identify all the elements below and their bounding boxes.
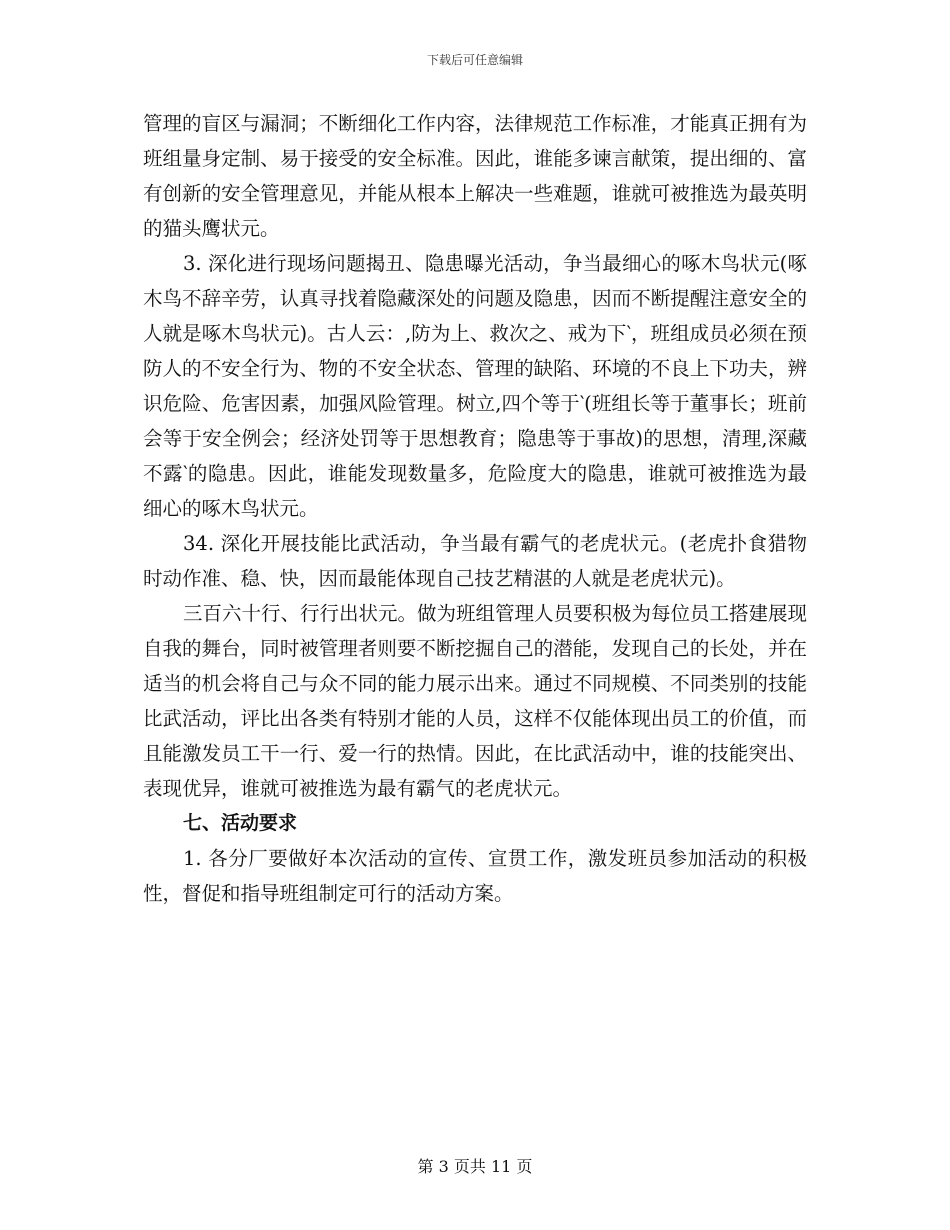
paragraph-requirement-1: 1. 各分厂要做好本次活动的宣传、宣贯工作，激发班员参加活动的积极性，督促和指导班组制定可行的活动方案。 <box>143 847 807 905</box>
page-header: 下载后可任意编辑 <box>426 53 523 67</box>
paragraph-woodpecker: 3. 深化进行现场问题揭丑、隐患曝光活动，争当最细心的啄木鸟状元(啄木鸟不辞辛劳，认真寻找着隐藏深处的问题及隐患，因而不断提醒注意安全的人就是啄木鸟状元)。古人云：,防为上、救次之、戒为下‵，班组成员必须在预防人的不安全行为、物的不安全状态、管理的缺陷、环境的不良上下功夫，辨识危险、危害因素，加强风险管理。树立,四个等于‵(班组长等于董事长；班前会等于安全例会；经济处罚等于思想教育；隐患等于事故)的思想，清理,深藏不露‵的隐患。因此，谁能发现数量多，危险度大的隐患，谁就可被推选为最细心的啄木鸟状元。 <box>143 252 807 520</box>
paragraph-tiger-skill-contest: 34. 深化开展技能比武活动，争当最有霸气的老虎状元。(老虎扑食猎物时动作准、稳、快，因而最能体现自己技艺精湛的人就是老虎状元)。 <box>143 532 807 590</box>
paragraph-every-trade: 三百六十行、行行出状元。做为班组管理人员要积极为每位员工搭建展现自我的舞台，同时被管理者则要不断挖掘自己的潜能，发现自己的长处，并在适当的机会将自己与众不同的能力展示出来。通过不同规模、不同类别的技能比武活动，评比出各类有特别才能的人员，这样不仅能体现出员工的价值，而且能激发员工干一行、爱一行的热情。因此，在比武活动中，谁的技能突出、表现优异，谁就可被推选为最有霸气的老虎状元。 <box>143 602 808 800</box>
paragraph-continuation: 管理的盲区与漏洞；不断细化工作内容，法律规范工作标准，才能真正拥有为班组量身定制、易于接受的安全标准。因此，谁能多谏言献策，提出细的、富有创新的安全管理意见，并能从根本上解决一些难题，谁就可被推选为最英明的猫头鹰状元。 <box>143 112 807 240</box>
document-body <box>143 106 807 911</box>
section-heading-requirements: 七、活动要求 <box>183 812 298 834</box>
page-footer: 第 3 页共 11 页 <box>417 1157 533 1176</box>
